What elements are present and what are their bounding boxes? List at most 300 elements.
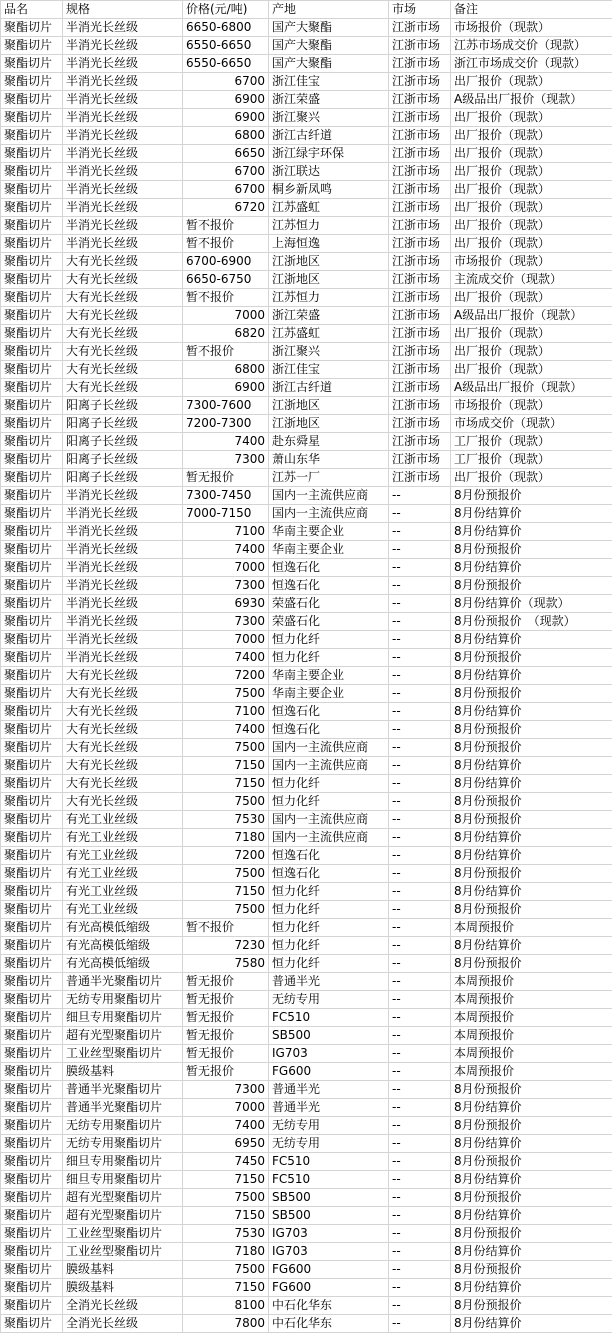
cell-origin: IG703 (269, 1045, 389, 1063)
table-body (1, 19, 612, 1333)
cell-remark: 本周预报价 (451, 1045, 612, 1063)
cell-spec: 半消光长丝级 (63, 595, 183, 613)
cell-spec: 超有光型聚酯切片 (63, 1027, 183, 1045)
table-row (1, 919, 612, 937)
cell-spec: 半消光长丝级 (63, 487, 183, 505)
cell-price: 7230 (183, 937, 269, 955)
cell-product: 聚酯切片 (1, 757, 63, 775)
cell-price: 暂无报价 (183, 1045, 269, 1063)
cell-origin: 赴东舜星 (269, 433, 389, 451)
cell-price: 6930 (183, 595, 269, 613)
cell-origin: 浙江古纤道 (269, 379, 389, 397)
cell-price: 6720 (183, 199, 269, 217)
cell-product: 聚酯切片 (1, 1297, 63, 1315)
cell-price: 7100 (183, 523, 269, 541)
cell-product: 聚酯切片 (1, 865, 63, 883)
cell-product: 聚酯切片 (1, 1063, 63, 1081)
cell-product: 聚酯切片 (1, 307, 63, 325)
cell-spec: 半消光长丝级 (63, 613, 183, 631)
cell-market: -- (389, 973, 451, 991)
cell-spec: 有光工业丝级 (63, 883, 183, 901)
cell-remark: 8月份结算价 (451, 757, 612, 775)
cell-market: 江浙市场 (389, 415, 451, 433)
cell-price: 7300 (183, 577, 269, 595)
cell-remark: 8月份预报价 (451, 1153, 612, 1171)
cell-origin: 萧山东华 (269, 451, 389, 469)
cell-remark: 8月份预报价 (451, 649, 612, 667)
cell-price: 6950 (183, 1135, 269, 1153)
cell-price: 7100 (183, 703, 269, 721)
cell-product: 聚酯切片 (1, 181, 63, 199)
cell-market: -- (389, 667, 451, 685)
cell-price: 7400 (183, 1117, 269, 1135)
cell-origin: 恒力化纤 (269, 793, 389, 811)
cell-spec: 大有光长丝级 (63, 685, 183, 703)
table-row (1, 505, 612, 523)
cell-market: -- (389, 1117, 451, 1135)
cell-market: -- (389, 1099, 451, 1117)
cell-origin: 浙江绿宇环保 (269, 145, 389, 163)
table-row (1, 199, 612, 217)
cell-origin: 浙江荣盛 (269, 91, 389, 109)
cell-price: 6900 (183, 379, 269, 397)
cell-market: -- (389, 1279, 451, 1297)
cell-product: 聚酯切片 (1, 127, 63, 145)
cell-origin: FC510 (269, 1171, 389, 1189)
cell-remark: 8月份结算价 (451, 775, 612, 793)
cell-origin: 浙江佳宝 (269, 73, 389, 91)
cell-origin: 中石化华东 (269, 1297, 389, 1315)
cell-price: 7300-7450 (183, 487, 269, 505)
table-row (1, 361, 612, 379)
cell-remark: 8月份预报价 (451, 739, 612, 757)
cell-product: 聚酯切片 (1, 631, 63, 649)
cell-remark: 8月份结算价 (451, 1135, 612, 1153)
cell-remark: 8月份结算价 (451, 937, 612, 955)
cell-market: 江浙市场 (389, 253, 451, 271)
cell-origin: FC510 (269, 1009, 389, 1027)
cell-origin: 江苏恒力 (269, 289, 389, 307)
cell-price: 6700-6900 (183, 253, 269, 271)
table-row (1, 775, 612, 793)
cell-origin: 江浙地区 (269, 271, 389, 289)
cell-price: 7530 (183, 811, 269, 829)
cell-origin: 恒力化纤 (269, 901, 389, 919)
cell-remark: 出厂报价（现款） (451, 235, 612, 253)
cell-price: 6650-6750 (183, 271, 269, 289)
cell-spec: 有光高模低缩级 (63, 919, 183, 937)
table-row (1, 667, 612, 685)
cell-spec: 大有光长丝级 (63, 379, 183, 397)
cell-spec: 细旦专用聚酯切片 (63, 1171, 183, 1189)
cell-price: 7000 (183, 1099, 269, 1117)
table-row (1, 379, 612, 397)
cell-spec: 大有光长丝级 (63, 343, 183, 361)
cell-remark: 工厂报价（现款） (451, 433, 612, 451)
cell-spec: 有光工业丝级 (63, 865, 183, 883)
cell-origin: FG600 (269, 1261, 389, 1279)
cell-origin: 恒力化纤 (269, 631, 389, 649)
cell-market: -- (389, 1171, 451, 1189)
cell-product: 聚酯切片 (1, 361, 63, 379)
cell-origin: SB500 (269, 1207, 389, 1225)
cell-spec: 大有光长丝级 (63, 703, 183, 721)
cell-origin: 恒力化纤 (269, 955, 389, 973)
cell-price: 7300 (183, 451, 269, 469)
cell-price: 6650 (183, 145, 269, 163)
cell-product: 聚酯切片 (1, 937, 63, 955)
cell-market: 江浙市场 (389, 397, 451, 415)
cell-remark: 本周预报价 (451, 1063, 612, 1081)
cell-spec: 半消光长丝级 (63, 577, 183, 595)
cell-product: 聚酯切片 (1, 289, 63, 307)
cell-spec: 有光工业丝级 (63, 811, 183, 829)
cell-origin: 浙江古纤道 (269, 127, 389, 145)
cell-spec: 半消光长丝级 (63, 127, 183, 145)
table-row (1, 19, 612, 37)
cell-price: 暂无报价 (183, 991, 269, 1009)
cell-remark: 8月份预报价 (451, 541, 612, 559)
cell-origin: 恒逸石化 (269, 703, 389, 721)
cell-price: 7500 (183, 739, 269, 757)
cell-market: -- (389, 1153, 451, 1171)
table-row (1, 145, 612, 163)
table-row (1, 1171, 612, 1189)
cell-product: 聚酯切片 (1, 1225, 63, 1243)
cell-price: 7300 (183, 613, 269, 631)
table-row (1, 163, 612, 181)
table-row (1, 847, 612, 865)
cell-spec: 细旦专用聚酯切片 (63, 1009, 183, 1027)
cell-market: -- (389, 1081, 451, 1099)
cell-remark: 出厂报价（现款） (451, 145, 612, 163)
cell-market: 江浙市场 (389, 55, 451, 73)
cell-market: 江浙市场 (389, 109, 451, 127)
cell-remark: 8月份结算价 (451, 631, 612, 649)
cell-spec: 全消光长丝级 (63, 1315, 183, 1333)
cell-market: 江浙市场 (389, 181, 451, 199)
cell-price: 6900 (183, 91, 269, 109)
cell-remark: 浙江市场成交价（现款） (451, 55, 612, 73)
cell-spec: 半消光长丝级 (63, 73, 183, 91)
cell-price: 7400 (183, 433, 269, 451)
cell-product: 聚酯切片 (1, 1315, 63, 1333)
cell-spec: 大有光长丝级 (63, 757, 183, 775)
cell-spec: 超有光型聚酯切片 (63, 1189, 183, 1207)
cell-product: 聚酯切片 (1, 163, 63, 181)
cell-market: -- (389, 1207, 451, 1225)
cell-spec: 有光工业丝级 (63, 829, 183, 847)
cell-spec: 普通半光聚酯切片 (63, 973, 183, 991)
cell-spec: 半消光长丝级 (63, 181, 183, 199)
cell-market: -- (389, 685, 451, 703)
cell-market: -- (389, 541, 451, 559)
cell-remark: 出厂报价（现款） (451, 181, 612, 199)
cell-origin: 恒逸石化 (269, 721, 389, 739)
table-row (1, 55, 612, 73)
cell-spec: 半消光长丝级 (63, 19, 183, 37)
cell-market: -- (389, 595, 451, 613)
cell-product: 聚酯切片 (1, 451, 63, 469)
table-row (1, 901, 612, 919)
table-row (1, 451, 612, 469)
cell-spec: 阳离子长丝级 (63, 469, 183, 487)
cell-spec: 膜级基料 (63, 1279, 183, 1297)
cell-market: -- (389, 865, 451, 883)
cell-product: 聚酯切片 (1, 1189, 63, 1207)
table-row (1, 181, 612, 199)
cell-spec: 阳离子长丝级 (63, 451, 183, 469)
cell-remark: A级品出厂报价（现款） (451, 379, 612, 397)
cell-price: 7000-7150 (183, 505, 269, 523)
table-row (1, 649, 612, 667)
table-row (1, 523, 612, 541)
cell-remark: A级品出厂报价（现款） (451, 307, 612, 325)
cell-price: 7500 (183, 685, 269, 703)
cell-market: -- (389, 847, 451, 865)
cell-market: 江浙市场 (389, 469, 451, 487)
table-row (1, 1063, 612, 1081)
cell-market: -- (389, 1063, 451, 1081)
table-row (1, 613, 612, 631)
table-row (1, 127, 612, 145)
cell-origin: 恒逸石化 (269, 577, 389, 595)
cell-price: 暂无报价 (183, 1009, 269, 1027)
cell-remark: 8月份预报价 (451, 1225, 612, 1243)
cell-price: 暂无报价 (183, 1063, 269, 1081)
cell-product: 聚酯切片 (1, 901, 63, 919)
cell-market: 江浙市场 (389, 91, 451, 109)
cell-market: -- (389, 919, 451, 937)
table-row (1, 811, 612, 829)
cell-origin: 普通半光 (269, 1081, 389, 1099)
cell-spec: 大有光长丝级 (63, 739, 183, 757)
cell-product: 聚酯切片 (1, 1171, 63, 1189)
cell-market: -- (389, 649, 451, 667)
table-row (1, 1153, 612, 1171)
header-remark: 备注 (451, 1, 612, 19)
cell-remark: 8月份预报价 (451, 577, 612, 595)
cell-origin: IG703 (269, 1243, 389, 1261)
cell-product: 聚酯切片 (1, 235, 63, 253)
cell-price: 暂无报价 (183, 469, 269, 487)
cell-product: 聚酯切片 (1, 271, 63, 289)
cell-remark: 主流成交价（现款） (451, 271, 612, 289)
cell-price: 6650-6800 (183, 19, 269, 37)
table-row (1, 37, 612, 55)
cell-origin: IG703 (269, 1225, 389, 1243)
cell-origin: 江苏一厂 (269, 469, 389, 487)
cell-spec: 无纺专用聚酯切片 (63, 1135, 183, 1153)
cell-product: 聚酯切片 (1, 991, 63, 1009)
cell-spec: 大有光长丝级 (63, 775, 183, 793)
cell-spec: 细旦专用聚酯切片 (63, 1153, 183, 1171)
cell-spec: 半消光长丝级 (63, 235, 183, 253)
cell-origin: 恒力化纤 (269, 919, 389, 937)
cell-origin: 无纺专用 (269, 1135, 389, 1153)
table-row (1, 397, 612, 415)
table-row (1, 883, 612, 901)
cell-market: -- (389, 937, 451, 955)
cell-origin: 江苏恒力 (269, 217, 389, 235)
table-row (1, 487, 612, 505)
cell-market: -- (389, 901, 451, 919)
cell-origin: FG600 (269, 1063, 389, 1081)
cell-spec: 膜级基料 (63, 1261, 183, 1279)
cell-price: 7580 (183, 955, 269, 973)
cell-market: -- (389, 721, 451, 739)
table-row (1, 235, 612, 253)
cell-price: 7150 (183, 1279, 269, 1297)
cell-origin: 国内一主流供应商 (269, 829, 389, 847)
table-row (1, 685, 612, 703)
cell-price: 7180 (183, 829, 269, 847)
cell-remark: 8月份预报价 (451, 811, 612, 829)
cell-origin: 国内一主流供应商 (269, 505, 389, 523)
cell-price: 7300-7600 (183, 397, 269, 415)
cell-spec: 半消光长丝级 (63, 55, 183, 73)
cell-origin: 华南主要企业 (269, 667, 389, 685)
cell-spec: 半消光长丝级 (63, 541, 183, 559)
cell-market: -- (389, 811, 451, 829)
cell-product: 聚酯切片 (1, 1099, 63, 1117)
table-row (1, 937, 612, 955)
cell-market: -- (389, 955, 451, 973)
cell-origin: 国内一主流供应商 (269, 757, 389, 775)
cell-origin: 荣盛石化 (269, 613, 389, 631)
cell-price: 7200 (183, 847, 269, 865)
cell-product: 聚酯切片 (1, 325, 63, 343)
cell-remark: 本周预报价 (451, 919, 612, 937)
cell-product: 聚酯切片 (1, 577, 63, 595)
cell-market: -- (389, 1261, 451, 1279)
cell-origin: 恒逸石化 (269, 559, 389, 577)
cell-price: 暂不报价 (183, 217, 269, 235)
cell-product: 聚酯切片 (1, 829, 63, 847)
cell-remark: 本周预报价 (451, 991, 612, 1009)
cell-product: 聚酯切片 (1, 883, 63, 901)
cell-market: 江浙市场 (389, 361, 451, 379)
cell-origin: 浙江聚兴 (269, 343, 389, 361)
cell-spec: 有光工业丝级 (63, 901, 183, 919)
cell-price: 暂不报价 (183, 343, 269, 361)
table-row (1, 1261, 612, 1279)
cell-origin: FG600 (269, 1279, 389, 1297)
cell-product: 聚酯切片 (1, 955, 63, 973)
cell-spec: 大有光长丝级 (63, 667, 183, 685)
cell-price: 暂不报价 (183, 289, 269, 307)
cell-market: -- (389, 613, 451, 631)
table-row (1, 1225, 612, 1243)
cell-origin: 浙江聚兴 (269, 109, 389, 127)
cell-remark: 出厂报价（现款） (451, 73, 612, 91)
cell-spec: 无纺专用聚酯切片 (63, 1117, 183, 1135)
cell-origin: 恒力化纤 (269, 649, 389, 667)
cell-price: 7000 (183, 631, 269, 649)
cell-market: -- (389, 1027, 451, 1045)
cell-product: 聚酯切片 (1, 379, 63, 397)
cell-origin: SB500 (269, 1027, 389, 1045)
cell-origin: 无纺专用 (269, 991, 389, 1009)
cell-origin: 桐乡新凤鸣 (269, 181, 389, 199)
cell-remark: 出厂报价（现款） (451, 289, 612, 307)
table-row (1, 757, 612, 775)
cell-spec: 无纺专用聚酯切片 (63, 991, 183, 1009)
cell-price: 7530 (183, 1225, 269, 1243)
cell-price: 6550-6650 (183, 37, 269, 55)
cell-origin: 国内一主流供应商 (269, 487, 389, 505)
cell-spec: 阳离子长丝级 (63, 433, 183, 451)
cell-remark: 8月份预报价 (451, 955, 612, 973)
cell-spec: 半消光长丝级 (63, 217, 183, 235)
cell-remark: 8月份预报价 (451, 865, 612, 883)
table-row (1, 559, 612, 577)
cell-remark: 8月份结算价 (451, 1243, 612, 1261)
cell-spec: 半消光长丝级 (63, 37, 183, 55)
cell-product: 聚酯切片 (1, 703, 63, 721)
cell-product: 聚酯切片 (1, 721, 63, 739)
cell-origin: 国产大聚酯 (269, 19, 389, 37)
table-row (1, 289, 612, 307)
cell-remark: 市场报价（现款） (451, 397, 612, 415)
table-row (1, 217, 612, 235)
cell-spec: 阳离子长丝级 (63, 397, 183, 415)
cell-origin: 江浙地区 (269, 415, 389, 433)
cell-product: 聚酯切片 (1, 217, 63, 235)
cell-spec: 半消光长丝级 (63, 109, 183, 127)
table-row (1, 109, 612, 127)
cell-spec: 半消光长丝级 (63, 631, 183, 649)
cell-price: 7150 (183, 1171, 269, 1189)
cell-origin: 无纺专用 (269, 1117, 389, 1135)
cell-price: 8100 (183, 1297, 269, 1315)
cell-market: 江浙市场 (389, 145, 451, 163)
cell-product: 聚酯切片 (1, 523, 63, 541)
header-product: 品名 (1, 1, 63, 19)
cell-origin: 浙江联达 (269, 163, 389, 181)
table-row (1, 73, 612, 91)
cell-product: 聚酯切片 (1, 253, 63, 271)
cell-product: 聚酯切片 (1, 811, 63, 829)
cell-product: 聚酯切片 (1, 1027, 63, 1045)
cell-product: 聚酯切片 (1, 91, 63, 109)
cell-remark: 出厂报价（现款） (451, 343, 612, 361)
cell-price: 6800 (183, 127, 269, 145)
cell-product: 聚酯切片 (1, 613, 63, 631)
cell-remark: 工厂报价（现款） (451, 451, 612, 469)
cell-market: 江浙市场 (389, 379, 451, 397)
cell-product: 聚酯切片 (1, 1009, 63, 1027)
cell-remark: 8月份结算价 (451, 1171, 612, 1189)
cell-remark: 8月份结算价 (451, 883, 612, 901)
table-row (1, 1279, 612, 1297)
cell-spec: 半消光长丝级 (63, 523, 183, 541)
cell-product: 聚酯切片 (1, 343, 63, 361)
cell-price: 7400 (183, 721, 269, 739)
cell-market: -- (389, 829, 451, 847)
cell-product: 聚酯切片 (1, 541, 63, 559)
cell-product: 聚酯切片 (1, 19, 63, 37)
cell-product: 聚酯切片 (1, 415, 63, 433)
cell-origin: 江苏盛虹 (269, 199, 389, 217)
cell-origin: FC510 (269, 1153, 389, 1171)
cell-product: 聚酯切片 (1, 199, 63, 217)
cell-price: 6900 (183, 109, 269, 127)
cell-product: 聚酯切片 (1, 793, 63, 811)
cell-remark: 8月份预报价 (451, 721, 612, 739)
cell-market: 江浙市场 (389, 199, 451, 217)
cell-product: 聚酯切片 (1, 1081, 63, 1099)
